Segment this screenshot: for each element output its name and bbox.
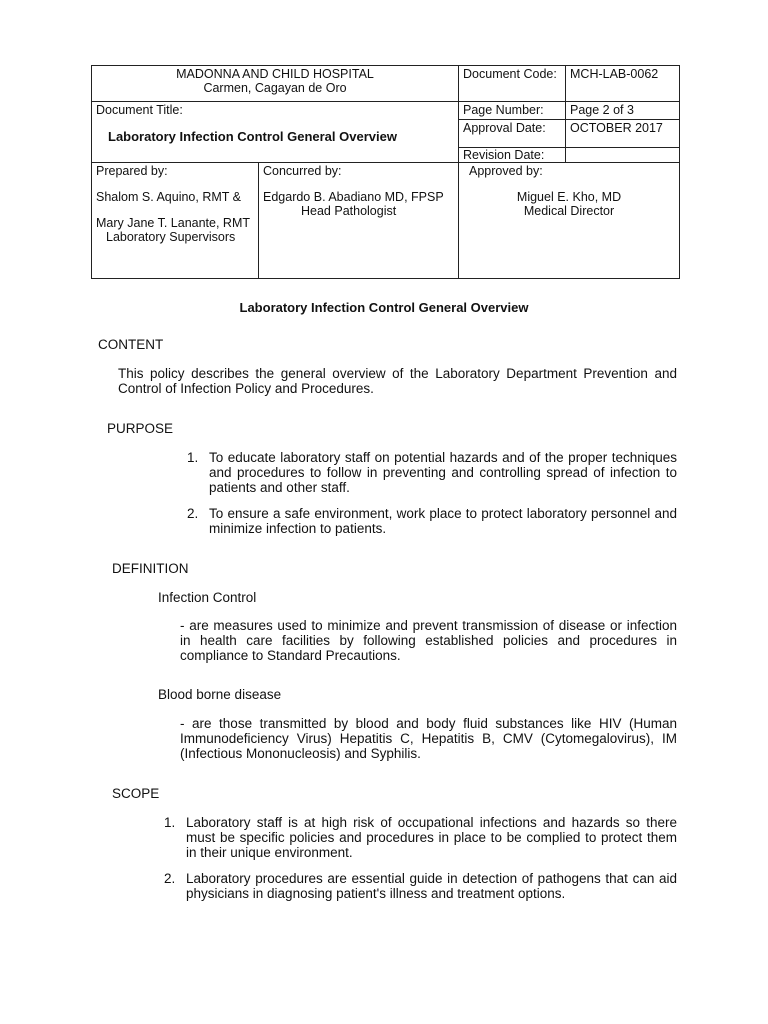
page-title: Laboratory Infection Control General Overview [239, 300, 529, 315]
definition-term-blood-borne: Blood borne disease [158, 687, 282, 702]
definition-text-infection-control: - are measures used to minimize and prevent transmission of disease or infection in health care facilities by following established policies and procedures in compliance to Standard Precautions. [180, 618, 677, 663]
document-code-value: MCH-LAB-0062 [566, 66, 680, 102]
revision-date-value [566, 148, 680, 163]
approved-by-cell [459, 163, 680, 279]
prepared-by-role: Laboratory Supervisors [106, 230, 236, 244]
definition-heading: DEFINITION [112, 561, 189, 576]
document-code-label: Document Code: [459, 66, 566, 102]
concurred-by-name: Edgardo B. Abadiano MD, FPSP [263, 190, 444, 204]
definition-text-blood-borne: - are those transmitted by blood and body fluid substances like HIV (Human Immunodeficiency Virus) Hepatitis C, Hepatitis B, CMV (Cytomegalovirus), IM (Infectious Mononucleosis) and Syphilis. [180, 716, 677, 761]
approved-by-name: Miguel E. Kho, MD [516, 190, 622, 204]
concurred-by-role: Head Pathologist [301, 204, 397, 218]
page-number-value: Page 2 of 3 [566, 102, 680, 120]
document-title-cell [92, 102, 459, 163]
document-title-label: Document Title: [96, 103, 183, 117]
prepared-by-cell [92, 163, 259, 279]
document-header-table [91, 65, 680, 279]
page-number-label: Page Number: [459, 102, 566, 120]
hospital-location: Carmen, Cagayan de Oro [203, 81, 347, 95]
approved-by-role: Medical Director [523, 204, 615, 218]
approval-date-value: OCTOBER 2017 [566, 120, 680, 148]
purpose-heading: PURPOSE [107, 421, 174, 436]
concurred-by-label: Concurred by: [263, 164, 342, 178]
hospital-cell [92, 66, 459, 102]
revision-date-label: Revision Date: [459, 148, 566, 163]
definition-term-infection-control: Infection Control [158, 590, 257, 605]
document-page: MADONNA AND CHILD HOSPITAL Carmen, Cagayan de Oro Document Code: MCH-LAB-0062 Document Title: Laboratory Infection Control General Overview Page Number: Page 2 of 3 Approval Date: OCTOBER 2017 Revision Date: Prepared by: Shalom S. Aquino, RMT & Mary Jane T. Lanante, RMT Laboratory Supervisors Concurred by: Edgardo B. Abadiano MD, FPSP Head Pathologist Approved by: Miguel E. Kho, MD Medical Director Laboratory Infection Control General Overview CONTENT This policy describes the general overview of the Laboratory Department Prevention and Control of Infection Policy and Procedures. PURPOSE 1. To educate laboratory staff on potential hazards and of the proper techniques and procedures to follow in preventing and controlling spread of infection to patients and other staff. 2. To ensure a safe environment, work place to protect laboratory personnel and minimize infection to patients. DEFINITION Infection Control - are measures used to minimize and prevent transmission of disease or infection in health care facilities by following established policies and procedures in compliance to Standard Precautions. Blood borne disease - are those transmitted by blood and body fluid substances like HIV (Human Immunodeficiency Virus) Hepatitis C, Hepatitis B, CMV (Cytomegalovirus), IM (Infectious Mononucleosis) and Syphilis. SCOPE 1. Laboratory staff is at high risk of occupational infections and hazards so there must be specific policies and procedures in place to be complied to protect them in their unique environment. 2. Laboratory procedures are essential guide in detection of pathogens that can aid physicians in diagnosing patient's illness and treatment options. [0, 0, 768, 1024]
scope-heading: SCOPE [112, 786, 160, 801]
prepared-by-name-2: Mary Jane T. Lanante, RMT [96, 216, 251, 230]
concurred-by-cell [259, 163, 459, 279]
hospital-name: MADONNA AND CHILD HOSPITAL [176, 67, 374, 81]
approved-by-label: Approved by: [469, 164, 543, 178]
content-heading: CONTENT [98, 337, 164, 352]
document-title-value: Laboratory Infection Control General Overview [108, 129, 397, 144]
prepared-by-label: Prepared by: [96, 164, 168, 178]
prepared-by-name-1: Shalom S. Aquino, RMT & [96, 190, 241, 204]
approval-date-label: Approval Date: [459, 120, 566, 148]
content-text: This policy describes the general overview of the Laboratory Department Prevention and Control of Infection Policy and Procedures. [118, 366, 677, 396]
